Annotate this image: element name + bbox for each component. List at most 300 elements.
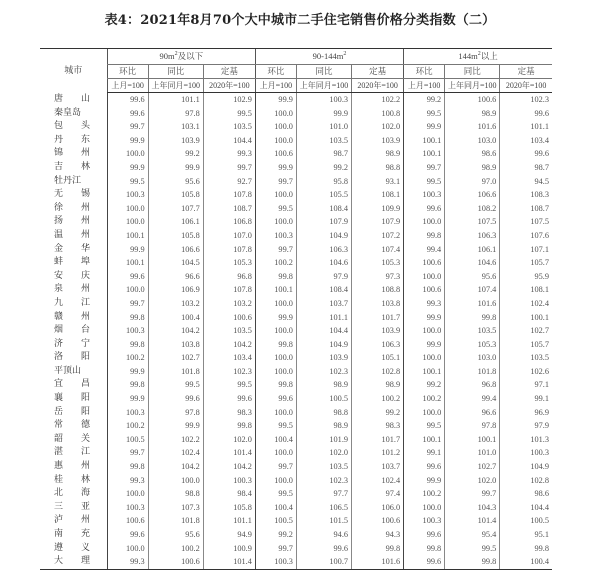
index-value: 99.9	[107, 365, 148, 379]
index-value: 100.4	[148, 311, 203, 325]
table-row	[40, 270, 552, 284]
index-value: 100.0	[148, 474, 203, 488]
city-name: 九 江	[54, 297, 91, 308]
index-value: 100.1	[404, 365, 445, 379]
index-value: 99.6	[404, 555, 445, 569]
index-value: 107.9	[296, 215, 351, 229]
index-value: 99.5	[404, 175, 445, 189]
index-value: 104.6	[296, 256, 351, 270]
city-name: 宜 昌	[54, 379, 91, 390]
group-header-large: $144m^2$以上	[404, 49, 552, 65]
index-value: 105.3	[203, 256, 255, 270]
index-value: 100.3	[296, 93, 351, 107]
index-value: 100.3	[255, 555, 296, 569]
index-value: 99.8	[404, 542, 445, 556]
index-value: 100.0	[255, 446, 296, 460]
city-name: 北 海	[54, 488, 91, 499]
index-value: 104.2	[203, 460, 255, 474]
index-value: 100.6	[203, 311, 255, 325]
city-name: 惠 州	[54, 461, 91, 472]
index-value: 102.3	[296, 474, 351, 488]
index-value: 94.5	[500, 175, 552, 189]
city-name: 韶 关	[54, 433, 91, 444]
index-value: 100.0	[107, 283, 148, 297]
index-value: 103.2	[203, 297, 255, 311]
index-value: 104.3	[445, 501, 500, 515]
table-row	[40, 161, 552, 175]
base-header: 2020年=100	[203, 79, 255, 93]
table-row	[40, 487, 552, 501]
index-value: 101.1	[203, 514, 255, 528]
table-row	[40, 283, 552, 297]
index-value: 100.1	[500, 311, 552, 325]
index-value: 99.6	[107, 528, 148, 542]
table-row	[40, 433, 552, 447]
index-value: 99.6	[203, 392, 255, 406]
index-value: 100.1	[404, 433, 445, 447]
index-value: 103.8	[352, 297, 404, 311]
index-value: 102.0	[352, 120, 404, 134]
index-value: 102.8	[500, 474, 552, 488]
index-value: 100.0	[404, 270, 445, 284]
index-value: 99.3	[107, 474, 148, 488]
index-value: 100.3	[107, 188, 148, 202]
index-value: 99.4	[404, 243, 445, 257]
index-value: 98.8	[352, 161, 404, 175]
index-value: 97.9	[500, 419, 552, 433]
city-name: 吉 林	[54, 161, 91, 172]
index-value: 99.5	[404, 419, 445, 433]
index-value: 99.8	[500, 542, 552, 556]
metric-header: 环比	[255, 65, 296, 79]
index-value: 108.7	[500, 202, 552, 216]
index-value: 99.7	[107, 120, 148, 134]
table-row	[40, 93, 552, 107]
index-value: 99.9	[148, 419, 203, 433]
index-value: 99.9	[255, 93, 296, 107]
index-value: 99.5	[148, 378, 203, 392]
table-row	[40, 202, 552, 216]
index-value: 108.4	[296, 283, 351, 297]
index-value: 99.8	[255, 338, 296, 352]
index-value: 107.6	[500, 229, 552, 243]
index-value: 99.6	[404, 528, 445, 542]
index-value: 97.1	[500, 378, 552, 392]
index-value: 97.9	[296, 270, 351, 284]
index-value: 98.8	[296, 406, 351, 420]
index-value: 101.9	[296, 433, 351, 447]
table-row	[40, 351, 552, 365]
index-value: 106.6	[445, 188, 500, 202]
index-value: 107.5	[500, 215, 552, 229]
city-name: 徐 州	[54, 202, 91, 213]
index-value: 99.9	[107, 134, 148, 148]
index-value: 99.6	[148, 392, 203, 406]
index-value: 107.2	[352, 229, 404, 243]
index-value: 100.1	[404, 147, 445, 161]
index-value: 102.3	[296, 365, 351, 379]
index-value: 99.8	[107, 338, 148, 352]
index-value: 99.6	[500, 107, 552, 121]
index-value: 102.9	[203, 93, 255, 107]
table-row	[40, 460, 552, 474]
table-row	[40, 406, 552, 420]
index-value: 104.2	[148, 324, 203, 338]
index-value: 103.5	[500, 351, 552, 365]
index-value: 100.0	[404, 324, 445, 338]
index-value: 102.3	[500, 93, 552, 107]
table-row	[40, 392, 552, 406]
city-name: 洛 阳	[54, 352, 91, 363]
index-value: 102.4	[352, 474, 404, 488]
index-value: 96.6	[445, 406, 500, 420]
index-value: 100.0	[255, 406, 296, 420]
index-value: 99.6	[296, 542, 351, 556]
base-header: 上月=100	[107, 79, 148, 93]
city-name: 蚌 埠	[54, 257, 91, 268]
table-row	[40, 134, 552, 148]
index-value: 103.9	[296, 351, 351, 365]
index-value: 99.7	[255, 460, 296, 474]
index-value: 97.7	[296, 487, 351, 501]
index-value: 96.8	[203, 270, 255, 284]
metric-header: 同比	[296, 65, 351, 79]
base-header: 2020年=100	[352, 79, 404, 93]
city-name: 南 充	[54, 529, 91, 539]
index-value: 99.5	[255, 202, 296, 216]
index-value: 100.4	[255, 501, 296, 515]
index-value: 102.7	[500, 324, 552, 338]
index-value: 107.1	[500, 243, 552, 257]
city-name: 平顶山	[54, 365, 82, 376]
index-value: 99.1	[404, 446, 445, 460]
index-value: 100.7	[296, 555, 351, 569]
index-value: 100.0	[255, 107, 296, 121]
index-value: 100.6	[148, 555, 203, 569]
city-name: 湛 江	[54, 447, 91, 458]
index-value: 105.3	[352, 256, 404, 270]
index-value: 102.7	[445, 460, 500, 474]
index-value: 100.0	[404, 351, 445, 365]
index-value: 106.1	[445, 243, 500, 257]
index-value: 94.6	[296, 528, 351, 542]
index-value: 101.1	[148, 93, 203, 107]
index-value: 103.5	[296, 134, 351, 148]
index-value: 105.8	[148, 188, 203, 202]
table-row	[40, 188, 552, 202]
index-value: 100.1	[445, 433, 500, 447]
index-value: 97.0	[445, 175, 500, 189]
index-value: 100.9	[203, 542, 255, 556]
index-value: 100.3	[107, 324, 148, 338]
index-value: 102.4	[500, 297, 552, 311]
index-value: 100.0	[255, 134, 296, 148]
index-value: 98.7	[296, 147, 351, 161]
index-value: 103.8	[148, 338, 203, 352]
metric-header: 定基	[500, 65, 552, 79]
index-value: 99.9	[107, 392, 148, 406]
index-value: 108.1	[352, 188, 404, 202]
index-value: 99.6	[404, 202, 445, 216]
index-value: 100.0	[255, 474, 296, 488]
index-value: 100.6	[404, 256, 445, 270]
index-value: 103.7	[352, 460, 404, 474]
index-value: 104.2	[148, 460, 203, 474]
index-value: 97.8	[148, 107, 203, 121]
index-value: 99.3	[404, 297, 445, 311]
city-name: 安 庆	[54, 270, 91, 281]
index-value: 93.1	[352, 175, 404, 189]
index-value: 100.2	[404, 487, 445, 501]
index-value: 100.4	[500, 555, 552, 569]
index-value: 102.8	[352, 365, 404, 379]
table-row	[40, 120, 552, 134]
city-name: 秦皇岛	[54, 107, 82, 118]
index-value: 106.3	[445, 229, 500, 243]
metric-header: 定基	[352, 65, 404, 79]
index-value: 100.2	[107, 351, 148, 365]
index-value: 101.8	[148, 365, 203, 379]
index-value: 98.9	[352, 147, 404, 161]
index-value: 99.2	[352, 406, 404, 420]
index-value: 97.4	[352, 487, 404, 501]
index-value: 100.4	[255, 433, 296, 447]
index-value: 95.6	[148, 175, 203, 189]
index-value: 99.5	[255, 487, 296, 501]
index-value: 100.2	[107, 419, 148, 433]
index-value: 101.6	[352, 555, 404, 569]
index-value: 103.4	[500, 134, 552, 148]
index-value: 103.5	[445, 324, 500, 338]
index-value: 99.5	[203, 378, 255, 392]
index-value: 106.9	[148, 283, 203, 297]
index-value: 102.0	[203, 433, 255, 447]
index-value: 102.0	[296, 446, 351, 460]
index-value: 99.1	[500, 392, 552, 406]
index-value: 95.6	[445, 270, 500, 284]
index-value: 99.5	[107, 175, 148, 189]
index-value: 99.7	[107, 446, 148, 460]
index-value: 100.0	[404, 406, 445, 420]
index-value: 100.0	[255, 215, 296, 229]
index-value: 100.0	[255, 351, 296, 365]
index-value: 100.6	[445, 93, 500, 107]
index-value: 100.3	[255, 229, 296, 243]
city-name: 桂 林	[54, 474, 91, 485]
index-value: 105.7	[500, 338, 552, 352]
index-value: 99.7	[203, 161, 255, 175]
index-value: 98.7	[500, 161, 552, 175]
city-name: 丹 东	[54, 134, 91, 145]
index-value: 95.9	[500, 270, 552, 284]
index-value: 100.0	[107, 147, 148, 161]
index-value: 100.0	[107, 487, 148, 501]
index-value: 105.8	[203, 501, 255, 515]
index-value: 99.9	[404, 120, 445, 134]
index-value: 100.3	[203, 474, 255, 488]
table-title: 表4：2021年8月70个大中城市二手住宅销售价格分类指数（二）	[104, 13, 496, 28]
base-header: 上年同月=100	[445, 79, 500, 93]
base-header: 2020年=100	[500, 79, 552, 93]
index-value: 102.2	[352, 93, 404, 107]
index-value: 108.4	[296, 202, 351, 216]
index-value: 109.9	[352, 202, 404, 216]
city-name: 锦 州	[54, 148, 91, 159]
base-header: 上月=100	[404, 79, 445, 93]
index-value: 103.9	[148, 134, 203, 148]
metric-header: 同比	[445, 65, 500, 79]
index-value: 108.1	[500, 283, 552, 297]
index-value: 101.2	[352, 446, 404, 460]
index-value: 104.4	[500, 501, 552, 515]
index-value: 101.1	[296, 311, 351, 325]
index-value: 106.6	[148, 243, 203, 257]
index-value: 100.1	[255, 283, 296, 297]
index-value: 101.8	[148, 514, 203, 528]
index-value: 107.8	[203, 188, 255, 202]
table-row	[40, 243, 552, 257]
table-row	[40, 256, 552, 270]
index-value: 100.3	[404, 188, 445, 202]
index-value: 99.2	[255, 528, 296, 542]
index-value: 104.9	[296, 229, 351, 243]
index-value: 98.3	[352, 419, 404, 433]
index-value: 100.0	[255, 188, 296, 202]
index-value: 99.8	[107, 378, 148, 392]
table-row	[40, 446, 552, 460]
metric-header: 定基	[203, 65, 255, 79]
index-value: 96.9	[500, 406, 552, 420]
index-value: 104.9	[296, 338, 351, 352]
index-value: 99.4	[445, 392, 500, 406]
index-value: 103.7	[296, 297, 351, 311]
index-value: 102.4	[148, 446, 203, 460]
index-value: 100.5	[107, 433, 148, 447]
index-value: 104.4	[296, 324, 351, 338]
index-value: 107.8	[203, 243, 255, 257]
index-value: 97.8	[148, 406, 203, 420]
table-row	[40, 229, 552, 243]
index-value: 99.2	[404, 93, 445, 107]
base-header: 上月=100	[255, 79, 296, 93]
index-value: 99.6	[404, 460, 445, 474]
index-value: 99.6	[255, 392, 296, 406]
index-value: 104.2	[203, 338, 255, 352]
index-value: 95.8	[296, 175, 351, 189]
index-value: 98.9	[296, 378, 351, 392]
index-value: 103.5	[203, 324, 255, 338]
index-value: 99.8	[107, 311, 148, 325]
city-name: 金 华	[54, 243, 91, 254]
index-value: 99.8	[203, 419, 255, 433]
index-value: 100.3	[500, 446, 552, 460]
index-value: 102.2	[148, 433, 203, 447]
index-value: 99.9	[255, 161, 296, 175]
city-name: 赣 州	[54, 311, 91, 322]
index-value: 99.9	[296, 107, 351, 121]
index-value: 107.4	[445, 283, 500, 297]
index-value: 99.7	[255, 175, 296, 189]
index-value: 99.8	[255, 270, 296, 284]
index-value: 98.9	[296, 419, 351, 433]
base-header: 上年同月=100	[148, 79, 203, 93]
city-name: 三 亚	[54, 501, 91, 512]
index-value: 107.8	[203, 283, 255, 297]
index-value: 99.6	[107, 93, 148, 107]
index-value: 108.7	[203, 202, 255, 216]
table-header	[40, 49, 552, 93]
index-value: 100.0	[255, 120, 296, 134]
table-row	[40, 514, 552, 528]
metric-header-row	[40, 65, 552, 79]
city-name: 牡丹江	[54, 175, 82, 186]
table-row	[40, 365, 552, 379]
index-value: 106.3	[296, 243, 351, 257]
index-value: 101.4	[445, 514, 500, 528]
index-value: 99.7	[445, 487, 500, 501]
index-value: 100.8	[352, 107, 404, 121]
index-value: 103.9	[352, 134, 404, 148]
index-value: 99.7	[404, 161, 445, 175]
index-value: 100.2	[404, 392, 445, 406]
index-value: 99.8	[107, 460, 148, 474]
index-value: 101.8	[445, 365, 500, 379]
table-row	[40, 324, 552, 338]
index-value: 101.7	[352, 433, 404, 447]
index-value: 100.3	[107, 406, 148, 420]
index-value: 99.8	[255, 378, 296, 392]
index-value: 99.7	[107, 297, 148, 311]
city-name: 大 理	[40, 555, 107, 569]
index-value: 104.6	[445, 256, 500, 270]
table-row	[40, 311, 552, 325]
index-value: 100.5	[296, 392, 351, 406]
index-value: 100.2	[352, 392, 404, 406]
table-row	[40, 474, 552, 488]
index-value: 96.8	[445, 378, 500, 392]
index-value: 103.0	[445, 134, 500, 148]
index-value: 97.8	[445, 419, 500, 433]
index-value: 99.8	[404, 229, 445, 243]
index-value: 99.9	[148, 161, 203, 175]
index-value: 100.0	[107, 215, 148, 229]
index-value: 99.2	[296, 161, 351, 175]
index-value: 100.6	[352, 514, 404, 528]
base-header-row	[40, 79, 552, 93]
index-value: 94.3	[352, 528, 404, 542]
index-value: 99.6	[107, 107, 148, 121]
index-value: 98.8	[148, 487, 203, 501]
group-header-small: $90m^2$及以下	[107, 49, 255, 65]
index-value: 100.1	[107, 256, 148, 270]
metric-header: 同比	[148, 65, 203, 79]
city-name: 岳 阳	[54, 406, 91, 417]
index-value: 101.0	[445, 446, 500, 460]
index-value: 103.5	[296, 460, 351, 474]
price-index-table	[40, 48, 552, 570]
table-row	[40, 147, 552, 161]
city-name: 扬 州	[54, 216, 91, 227]
index-value: 99.8	[445, 555, 500, 569]
city-name: 襄 阳	[54, 393, 91, 404]
table-row	[40, 107, 552, 121]
index-value: 103.4	[203, 351, 255, 365]
index-value: 98.6	[445, 147, 500, 161]
table-row	[40, 555, 552, 569]
index-value: 100.3	[107, 501, 148, 515]
index-value: 99.6	[500, 147, 552, 161]
city-name: 泉 州	[54, 284, 91, 295]
